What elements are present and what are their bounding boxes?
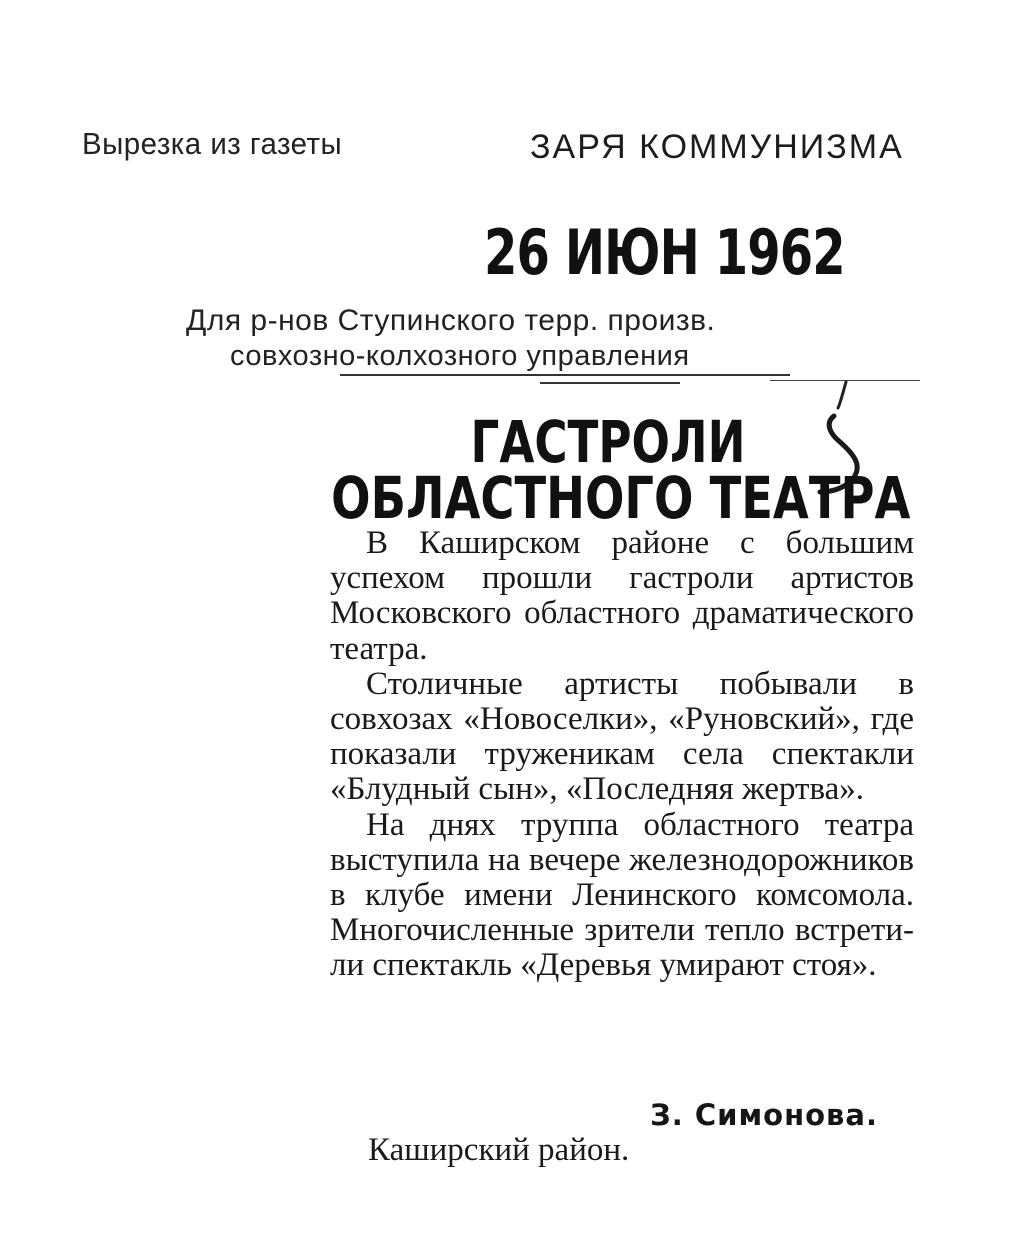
article-paragraph: В Каширском районе с большим успехом прошли гастроли артистов Московского областного драматического театра. xyxy=(330,525,914,667)
article-paragraph: Столичные артисты побывали в совхозах «Новоселки», «Руновский», где показали труженикам села спектакли «Блудный сын», «Последняя жертва». xyxy=(330,665,914,808)
article-paragraph: На днях труппа областного театра выступила на вечере железнодорожников в клубе имени Ленинского комсомола. Многочисленные зрители тепло встретили спектакль «Деревья умирают стоя». xyxy=(330,806,914,984)
newspaper-name: ЗАРЯ КОММУНИЗМА xyxy=(530,128,904,166)
clipping-label: Вырезка из газеты xyxy=(82,126,343,161)
headline-line-1: ГАСТРОЛИ xyxy=(470,408,746,476)
article-author: З. Симонова. xyxy=(650,1098,878,1132)
headline-line-2: ОБЛАСТНОГО ТЕАТРА xyxy=(331,464,911,532)
divider-rule xyxy=(340,374,790,376)
distribution-line-1: Для р-нов Ступинского терр. произв. xyxy=(186,304,716,337)
article-district: Каширский район. xyxy=(368,1132,630,1168)
distribution-line-2: совхозно-колхозного управления xyxy=(230,340,690,372)
clipping-date: 26 ИЮН 1962 xyxy=(484,216,845,289)
article-body xyxy=(330,526,914,984)
headline-rule xyxy=(540,382,680,384)
